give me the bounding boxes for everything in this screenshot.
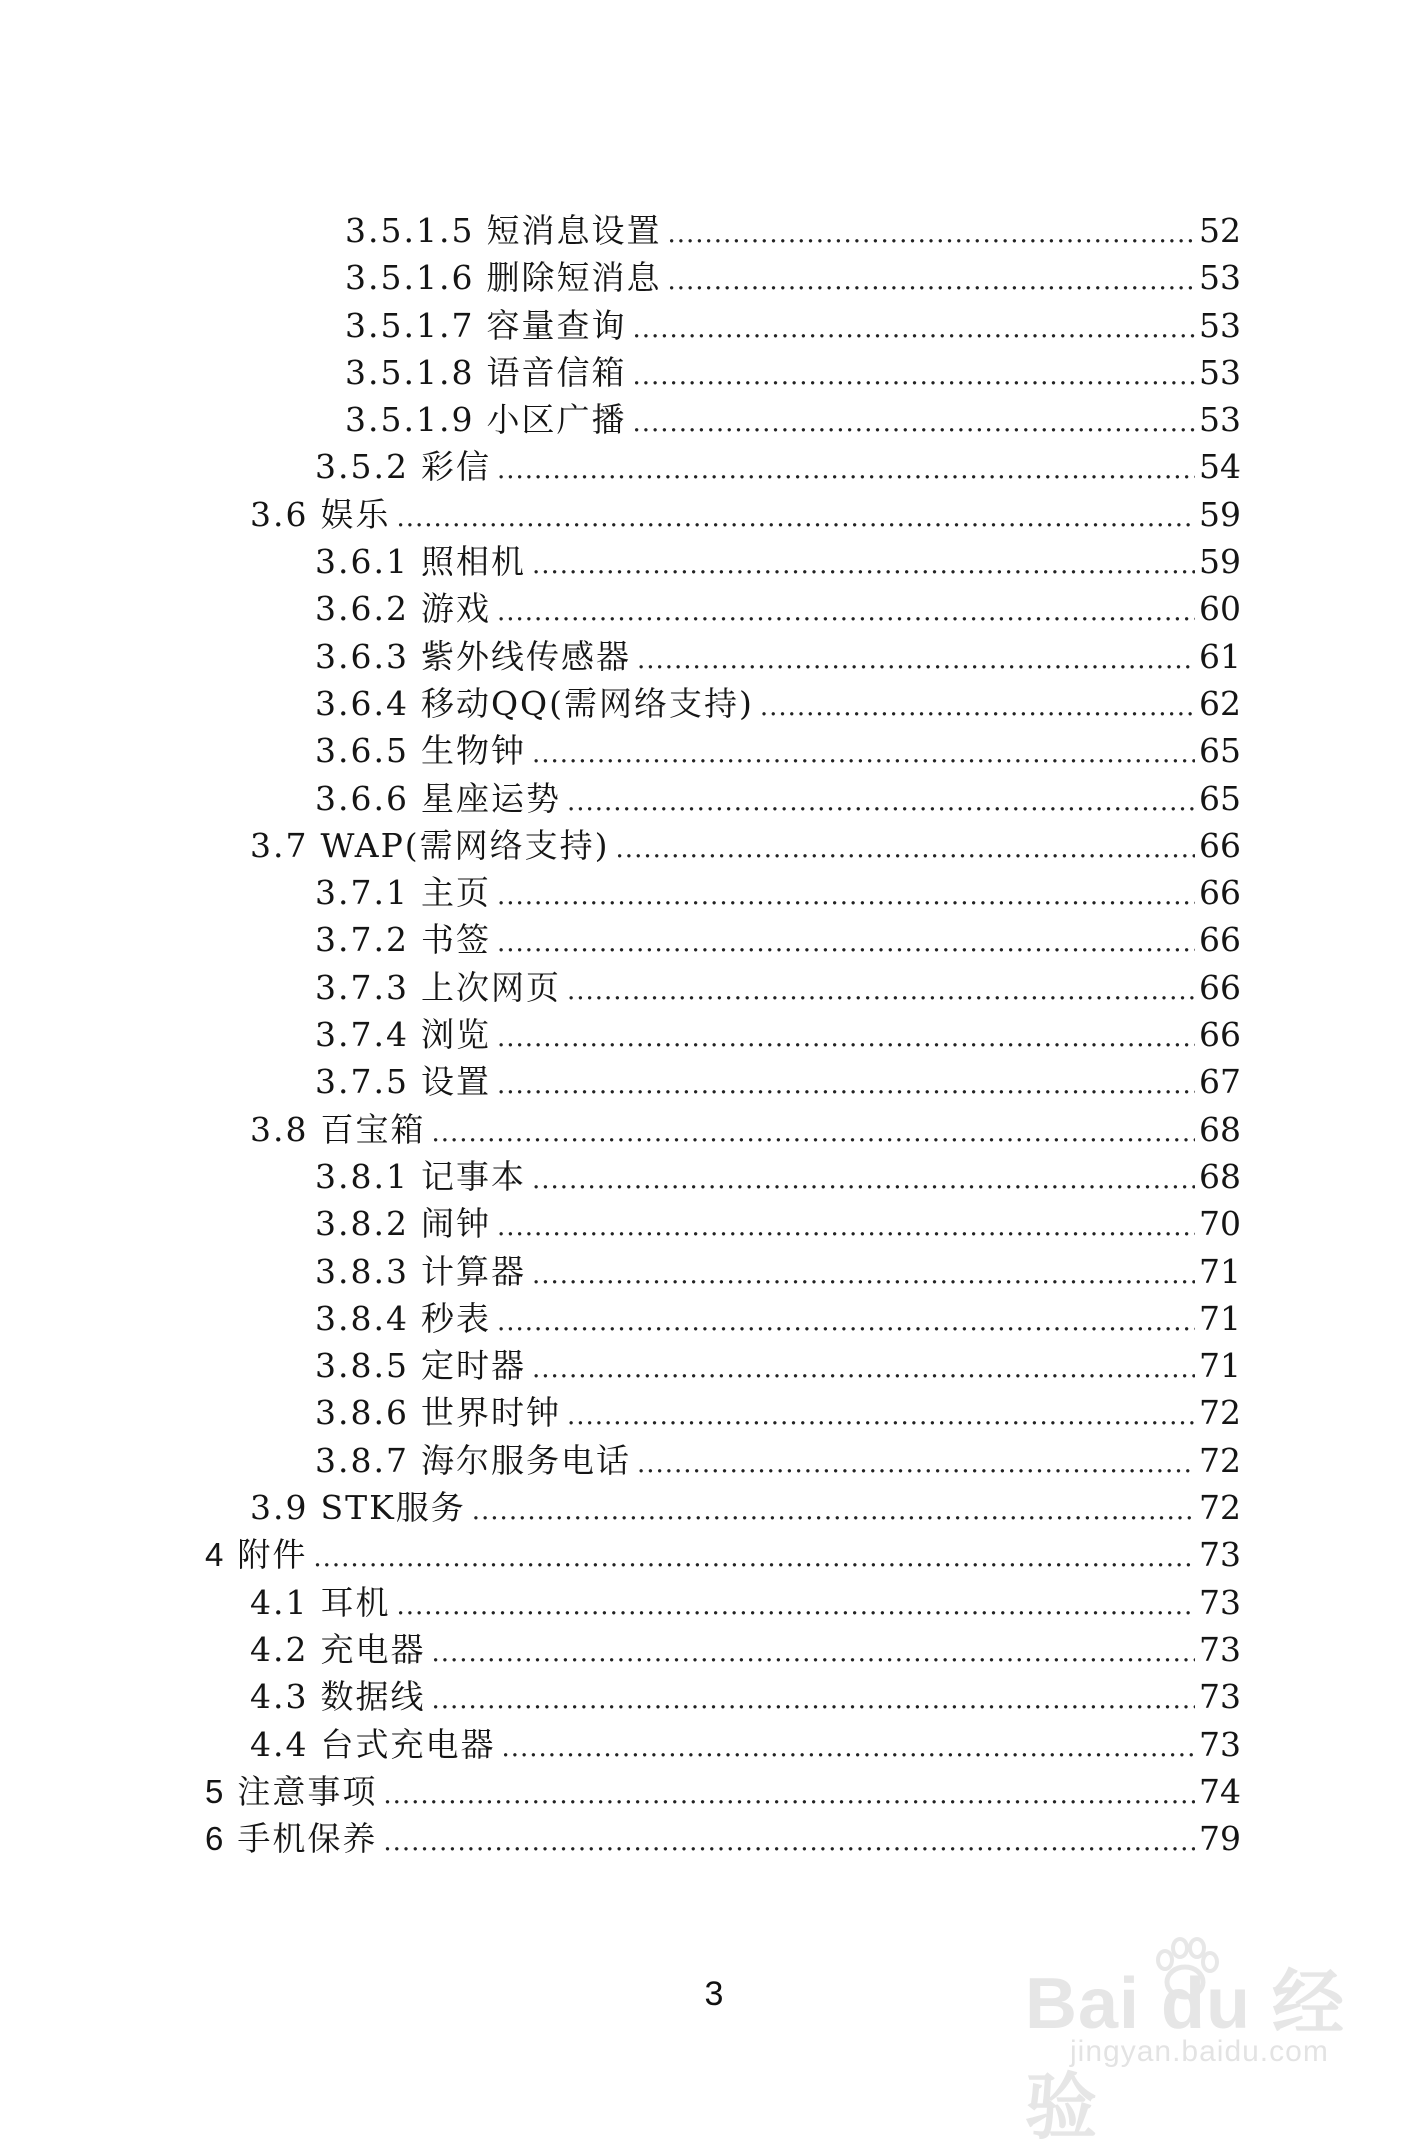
toc-entry [0,1577,1428,1624]
toc-entry [0,820,1428,867]
toc-entry-page: 74 [1199,1771,1241,1811]
toc-leader-dots [497,1307,1195,1337]
toc-entry-page: 72 [1199,1440,1241,1480]
toc-entry-number: 3.5.1.7 [345,305,475,345]
toc-entry-title: 照相机 [420,542,526,582]
toc-leader-dots [383,1827,1195,1857]
toc-entry-page: 65 [1199,778,1241,818]
toc-entry-number: 3.7.3 [315,967,409,1007]
toc-entry-page: 54 [1199,447,1241,487]
toc-entry [0,394,1428,441]
toc-entry [0,1340,1428,1387]
toc-leader-dots [532,1260,1195,1290]
toc-entry-page: 53 [1199,258,1241,298]
toc-entry-page: 59 [1199,494,1241,534]
toc-entry-title: 附件 [237,1535,308,1575]
toc-entry-title: 百宝箱 [320,1109,426,1149]
toc-leader-dots [637,645,1195,675]
toc-entry-number: 3.7 [250,825,309,865]
toc-entry-page: 65 [1199,731,1241,771]
toc-entry [0,1387,1428,1434]
toc-leader-dots [497,881,1195,911]
toc-entry-number: 3.8.6 [315,1393,409,1433]
toc-entry-title: 台式充电器 [320,1724,496,1764]
toc-entry-number: 5 [205,1772,226,1810]
toc-entry-number: 3.9 [250,1488,309,1528]
toc-entry-title: WAP(需网络支持) [320,825,610,865]
toc-leader-dots [497,597,1195,627]
toc-entry-title: 定时器 [420,1346,526,1386]
baidu-jingyan-watermark [1025,1935,1355,2148]
toc-entry-title: 手机保养 [237,1819,378,1859]
toc-entry [0,914,1428,961]
toc-entry [0,300,1428,347]
toc-entry [0,1198,1428,1245]
toc-leader-dots [532,739,1195,769]
toc-entry-title: STK服务 [320,1488,466,1528]
toc-leader-dots [313,1543,1195,1573]
toc-entry-page: 62 [1199,683,1241,723]
toc-entry-page: 66 [1199,967,1241,1007]
toc-entry-title: 生物钟 [420,731,526,771]
toc-leader-dots [383,1780,1195,1810]
toc-entry [0,441,1428,488]
toc-entry-title: 世界时钟 [420,1393,561,1433]
toc-leader-dots [501,1733,1195,1763]
toc-entry-number: 4.1 [250,1582,309,1622]
toc-entry-title: 充电器 [320,1629,426,1669]
toc-entry-number: 3.5.1.5 [345,211,475,250]
toc-entry-number: 3.8.5 [315,1346,409,1386]
toc-entry-page: 68 [1199,1109,1241,1149]
toc-entry [0,1624,1428,1671]
toc-entry [0,1482,1428,1529]
toc-entry-number: 4.3 [250,1677,309,1717]
toc-entry-page: 68 [1199,1156,1241,1196]
toc-entry-number: 3.7.2 [315,920,409,960]
toc-entry [0,867,1428,914]
toc-entry-title: 设置 [420,1062,491,1102]
toc-entry-title: 秒表 [420,1298,491,1338]
toc-entry-number: 3.6.5 [315,731,409,771]
toc-entry [0,1246,1428,1293]
toc-leader-dots [396,503,1195,533]
toc-entry-title: 娱乐 [320,494,391,534]
toc-leader-dots [632,408,1195,438]
toc-entry [0,1671,1428,1718]
toc-leader-dots [532,1354,1195,1384]
watermark-url: jingyan.baidu.com [1070,2035,1329,2068]
toc-entry-number: 3.8.1 [315,1156,409,1196]
toc-entry-number: 3.8.4 [315,1298,409,1338]
toc-entry [0,1056,1428,1103]
toc-leader-dots [497,1212,1195,1242]
toc-entry-title: 计算器 [420,1251,526,1291]
toc-entry-number: 3.6 [250,494,309,534]
toc-entry-title: 注意事项 [237,1771,378,1811]
toc-leader-dots [472,1496,1195,1526]
toc-entry-number: 3.7.5 [315,1062,409,1102]
toc-entry [0,347,1428,394]
toc-entry-number: 3.8.3 [315,1251,409,1291]
toc-entry [0,773,1428,820]
toc-leader-dots [497,1023,1195,1053]
toc-entry [0,1151,1428,1198]
toc-entry-number: 4.4 [250,1724,309,1764]
toc-entry-title: 数据线 [320,1677,426,1717]
toc-entry-number: 3.6.3 [315,636,409,676]
toc-leader-dots [532,550,1195,580]
toc-entry-number: 4.2 [250,1629,309,1669]
toc-entry-page: 66 [1199,1015,1241,1055]
toc-leader-dots [616,834,1195,864]
toc-entry [0,1435,1428,1482]
toc-entry [0,1813,1428,1860]
toc-entry-page: 79 [1199,1819,1241,1859]
toc-entry-number: 3.5.2 [315,447,409,487]
watermark-brand: Bai du 经验 [1025,1964,1346,2148]
table-of-contents [0,205,1428,1860]
toc-entry-number: 3.7.1 [315,873,409,913]
toc-entry-number: 6 [205,1820,226,1858]
toc-entry-title: 记事本 [420,1156,526,1196]
toc-leader-dots [567,976,1195,1006]
toc-entry-page: 66 [1199,825,1241,865]
toc-entry-page: 53 [1199,305,1241,345]
toc-entry-title: 短消息设置 [486,211,662,250]
toc-entry [0,1293,1428,1340]
toc-leader-dots [632,314,1195,344]
toc-leader-dots [637,1449,1195,1479]
toc-entry-title: 语音信箱 [486,352,627,392]
toc-entry [0,1009,1428,1056]
toc-entry-page: 72 [1199,1488,1241,1528]
toc-entry-page: 52 [1199,211,1241,250]
toc-entry-title: 删除短消息 [486,258,662,298]
toc-leader-dots [431,1118,1195,1148]
toc-entry-title: 浏览 [420,1015,491,1055]
toc-entry [0,1719,1428,1766]
toc-leader-dots [497,455,1195,485]
toc-entry [0,1104,1428,1151]
toc-entry-title: 移动QQ(需网络支持) [420,683,754,723]
toc-entry [0,489,1428,536]
toc-entry-title: 耳机 [320,1582,391,1622]
toc-leader-dots [667,219,1195,249]
toc-entry [0,678,1428,725]
toc-entry-page: 53 [1199,352,1241,392]
toc-entry-page: 66 [1199,873,1241,913]
toc-leader-dots [497,928,1195,958]
toc-leader-dots [632,361,1195,391]
toc-leader-dots [567,787,1195,817]
toc-entry-page: 73 [1199,1677,1241,1717]
toc-entry-number: 3.5.1.6 [345,258,475,298]
toc-entry [0,962,1428,1009]
toc-entry-page: 61 [1199,636,1241,676]
toc-leader-dots [532,1165,1195,1195]
toc-entry-title: 海尔服务电话 [420,1440,631,1480]
toc-entry [0,725,1428,772]
toc-leader-dots [497,1070,1195,1100]
toc-entry-title: 闹钟 [420,1204,491,1244]
toc-entry-page: 53 [1199,400,1241,440]
toc-entry-page: 60 [1199,589,1241,629]
toc-entry-page: 66 [1199,920,1241,960]
page-number: 3 [704,1975,724,2013]
toc-entry-number: 3.6.6 [315,778,409,818]
toc-entry-number: 3.8 [250,1109,309,1149]
toc-entry [0,205,1428,252]
toc-entry [0,1529,1428,1576]
toc-entry-page: 71 [1199,1251,1241,1291]
toc-entry-number: 3.6.2 [315,589,409,629]
toc-entry-title: 上次网页 [420,967,561,1007]
toc-entry-page: 72 [1199,1393,1241,1433]
toc-entry-page: 67 [1199,1062,1241,1102]
toc-entry [0,631,1428,678]
toc-entry-page: 70 [1199,1204,1241,1244]
toc-entry-page: 71 [1199,1298,1241,1338]
toc-leader-dots [396,1591,1195,1621]
toc-entry-page: 59 [1199,542,1241,582]
toc-leader-dots [760,692,1195,722]
toc-entry-page: 73 [1199,1535,1241,1575]
toc-entry [0,1766,1428,1813]
toc-entry-title: 主页 [420,873,491,913]
toc-entry-title: 星座运势 [420,778,561,818]
toc-entry-title: 容量查询 [486,305,627,345]
toc-entry-number: 3.7.4 [315,1015,409,1055]
toc-entry-page: 73 [1199,1724,1241,1764]
toc-leader-dots [431,1638,1195,1668]
toc-entry-page: 73 [1199,1629,1241,1669]
toc-entry-number: 3.5.1.8 [345,352,475,392]
toc-leader-dots [667,266,1195,296]
toc-entry-number: 3.6.4 [315,683,409,723]
toc-entry-title: 书签 [420,920,491,960]
toc-entry-title: 游戏 [420,589,491,629]
toc-leader-dots [431,1685,1195,1715]
toc-entry-page: 73 [1199,1582,1241,1622]
toc-entry-title: 紫外线传感器 [420,636,631,676]
toc-entry [0,252,1428,299]
toc-entry-page: 71 [1199,1346,1241,1386]
toc-entry [0,536,1428,583]
toc-entry [0,583,1428,630]
toc-entry-title: 小区广播 [486,400,627,440]
toc-entry-number: 3.8.2 [315,1204,409,1244]
toc-leader-dots [567,1401,1195,1431]
toc-entry-number: 3.5.1.9 [345,400,475,440]
toc-entry-number: 4 [205,1536,226,1574]
toc-entry-number: 3.8.7 [315,1440,409,1480]
toc-entry-number: 3.6.1 [315,542,409,582]
toc-entry-title: 彩信 [420,447,491,487]
